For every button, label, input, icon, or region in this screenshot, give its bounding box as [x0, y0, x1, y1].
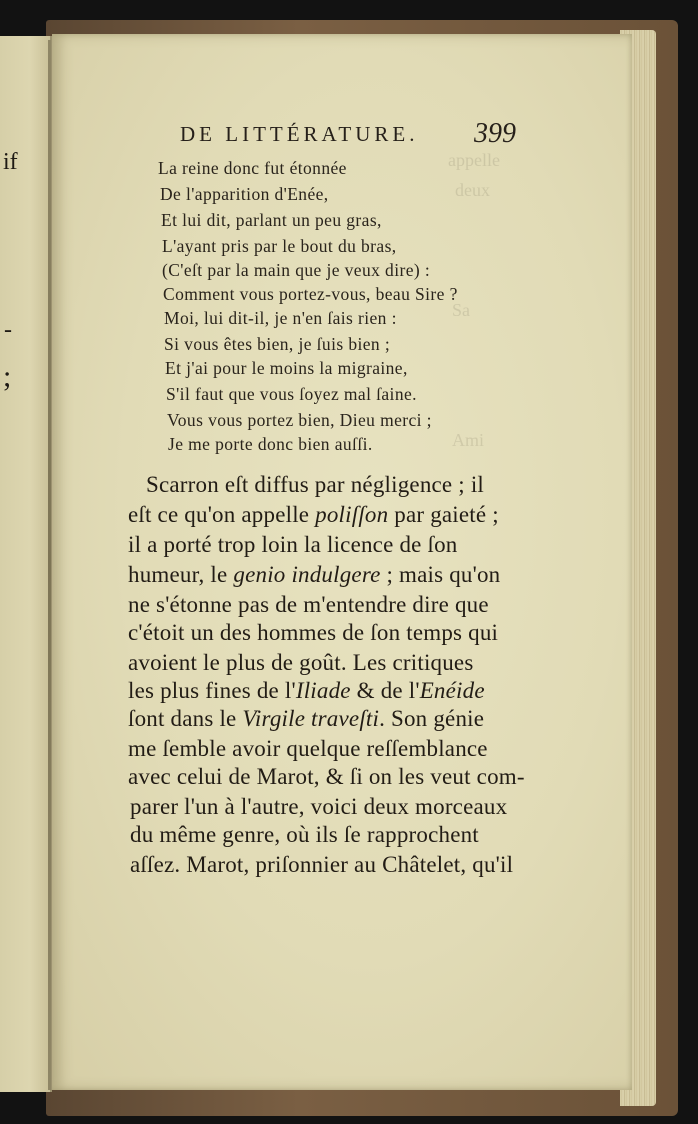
- page-gutter: [48, 40, 51, 1090]
- prose-line: aſſez. Marot, priſonnier au Châtelet, qu'il: [130, 852, 514, 877]
- verse-line: Comment vous portez-vous, beau Sire ?: [163, 284, 458, 304]
- previous-page-fragment: if: [3, 149, 18, 175]
- show-through: Sa: [452, 300, 470, 320]
- prose-line: humeur, le genio indulgere ; mais qu'on: [128, 562, 501, 587]
- verse-line: Moi, lui dit-il, je n'en ſais rien :: [164, 308, 397, 328]
- verse-line: Je me porte donc bien auſſi.: [168, 434, 373, 454]
- verse-line: S'il faut que vous ſoyez mal ſaine.: [166, 384, 417, 404]
- prose-line: me ſemble avoir quelque reſſemblance: [128, 736, 488, 761]
- prose-line: du même genre, où ils ſe rapprochent: [130, 822, 479, 847]
- verse-line: De l'apparition d'Enée,: [160, 184, 329, 204]
- previous-page-fragment: ;: [3, 360, 12, 393]
- previous-page-edge: [0, 36, 52, 1092]
- running-head: DE LITTÉRATURE.: [180, 122, 419, 146]
- prose-line: il a porté trop loin la licence de ſon: [128, 532, 458, 557]
- verse-line: (C'eſt par la main que je veux dire) :: [162, 260, 431, 280]
- prose-line: ne s'étonne pas de m'entendre dire que: [128, 592, 489, 617]
- verse-line: Si vous êtes bien, je ſuis bien ;: [164, 334, 391, 354]
- show-through: appelle: [448, 150, 500, 170]
- verse-line: Vous vous portez bien, Dieu merci ;: [167, 410, 432, 430]
- prose-line: eſt ce qu'on appelle poliſſon par gaieté ;: [128, 502, 499, 527]
- verse-line: Et lui dit, parlant un peu gras,: [161, 210, 382, 230]
- prose-line: c'étoit un des hommes de ſon temps qui: [128, 620, 499, 645]
- prose-line: les plus fines de l'Iliade & de l'Enéide: [128, 678, 485, 703]
- verse-line: La reine donc fut étonnée: [158, 158, 347, 178]
- prose-line: ſont dans le Virgile traveſti. Son génie: [128, 706, 485, 731]
- page-number: 399: [474, 118, 516, 149]
- verse-line: Et j'ai pour le moins la migraine,: [165, 358, 408, 378]
- prose-line: avoient le plus de goût. Les critiques: [128, 650, 474, 675]
- verse-line: L'ayant pris par le bout du bras,: [162, 236, 397, 256]
- show-through: Ami: [452, 430, 485, 450]
- prose-line: parer l'un à l'autre, voici deux morceaux: [130, 794, 508, 819]
- prose-line: Scarron eſt diffus par négligence ; il: [146, 472, 485, 497]
- show-through: deux: [455, 180, 490, 200]
- previous-page-fragment: -: [4, 317, 12, 343]
- prose-line: avec celui de Marot, & ſi on les veut com-: [128, 764, 525, 789]
